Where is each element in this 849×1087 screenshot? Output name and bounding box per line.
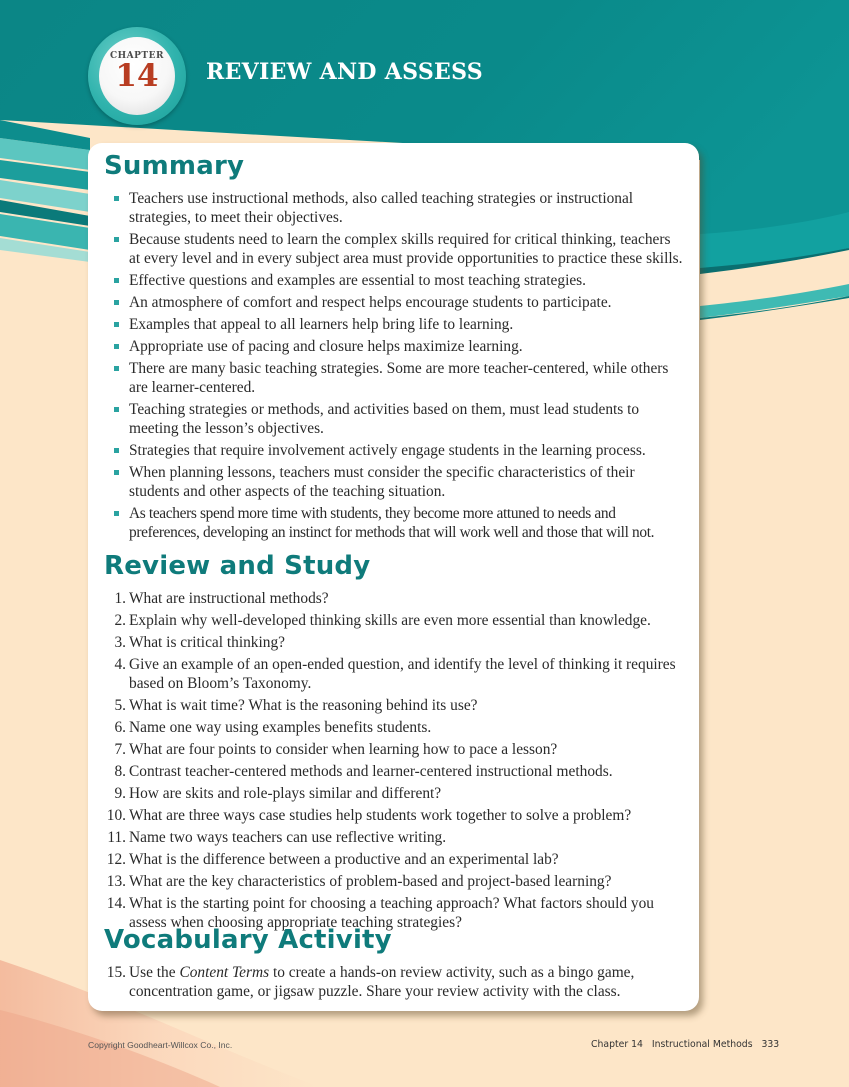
summary-item: Appropriate use of pacing and closure helps maximize learning. [88, 337, 684, 356]
summary-item: An atmosphere of comfort and respect helps encourage students to participate. [88, 293, 684, 312]
square-bullet-icon [114, 366, 119, 371]
summary-item: Effective questions and examples are essential to most teaching strategies. [88, 271, 684, 290]
square-bullet-icon [114, 407, 119, 412]
vocabulary-list [88, 963, 689, 1004]
review-list [88, 589, 689, 935]
vocabulary-item: 15. Use the Content Terms to create a hands-on review activity, such as a bingo game, concentration game, or jigsaw puzzle. Share your review activity with the class. [106, 964, 635, 1000]
summary-item: As teachers spend more time with students, they become more attuned to needs and preferences, developing an instinct for methods that will work well and those that will not. [88, 504, 684, 542]
review-item: 14. What is the starting point for choosing a teaching approach? What factors should you assess when choosing appropriate teaching strategies? [106, 895, 654, 931]
footer-chapter: Chapter 14 [591, 1039, 643, 1050]
review-item: 12. What is the difference between a productive and an experimental lab? [106, 851, 559, 868]
summary-item: Strategies that require involvement actively engage students in the learning process. [88, 441, 684, 460]
page-footer [591, 1039, 779, 1050]
review-item: 3. What is critical thinking? [114, 634, 285, 651]
review-item: 7. What are four points to consider when learning how to pace a lesson? [114, 741, 558, 758]
square-bullet-icon [114, 344, 119, 349]
summary-item: Examples that appeal to all learners help bring life to learning. [88, 315, 684, 334]
square-bullet-icon [114, 300, 119, 305]
review-heading: Review and Study [104, 551, 371, 581]
square-bullet-icon [114, 511, 119, 516]
chapter-badge [88, 27, 186, 125]
summary-item: Teaching strategies or methods, and activities based on them, must lead students to meeting the lesson’s objectives. [88, 400, 684, 438]
review-item: 5. What is wait time? What is the reasoning behind its use? [114, 697, 478, 714]
square-bullet-icon [114, 448, 119, 453]
review-item: 9. How are skits and role-plays similar and different? [114, 785, 442, 802]
content-terms-term: Content Terms [179, 964, 270, 981]
square-bullet-icon [114, 470, 119, 475]
summary-item: Teachers use instructional methods, also called teaching strategies or instructional strategies, to meet their objectives. [88, 189, 684, 227]
review-item: 6. Name one way using examples benefits students. [114, 719, 432, 736]
review-item: 10. What are three ways case studies help students work together to solve a problem? [106, 807, 632, 824]
summary-item: Because students need to learn the complex skills required for critical thinking, teachers at every level and in every subject area must provide opportunities to practice these skills. [88, 230, 684, 268]
review-item: 13. What are the key characteristics of problem-based and project-based learning? [106, 873, 612, 890]
square-bullet-icon [114, 196, 119, 201]
vocabulary-heading: Vocabulary Activity [104, 925, 392, 955]
copyright-notice: Copyright Goodheart-Willcox Co., Inc. [88, 1040, 233, 1050]
summary-heading: Summary [104, 151, 245, 181]
review-item: 1. What are instructional methods? [114, 590, 329, 607]
review-item: 11. Name two ways teachers can use reflective writing. [107, 829, 447, 846]
chapter-number: 14 [115, 58, 159, 94]
summary-item: There are many basic teaching strategies. Some are more teacher-centered, while others are learner-centered. [88, 359, 684, 397]
review-card [88, 143, 699, 1011]
chapter-label: CHAPTER [110, 51, 164, 61]
review-item: 4. Give an example of an open-ended question, and identify the level of thinking it requires based on Bloom’s Taxonomy. [114, 656, 676, 692]
page-title: REVIEW AND ASSESS [206, 59, 483, 85]
square-bullet-icon [114, 322, 119, 327]
page-number: 333 [761, 1039, 780, 1050]
review-item: 2. Explain why well-developed thinking skills are even more essential than knowledge. [114, 612, 651, 629]
square-bullet-icon [114, 278, 119, 283]
square-bullet-icon [114, 237, 119, 242]
summary-item: When planning lessons, teachers must consider the specific characteristics of their students and other aspects of the teaching situation. [88, 463, 684, 501]
footer-book-title: Instructional Methods [651, 1039, 753, 1050]
review-item: 8. Contrast teacher-centered methods and learner-centered instructional methods. [114, 763, 613, 780]
summary-list [88, 189, 684, 545]
chapter-badge-inner [99, 37, 175, 115]
